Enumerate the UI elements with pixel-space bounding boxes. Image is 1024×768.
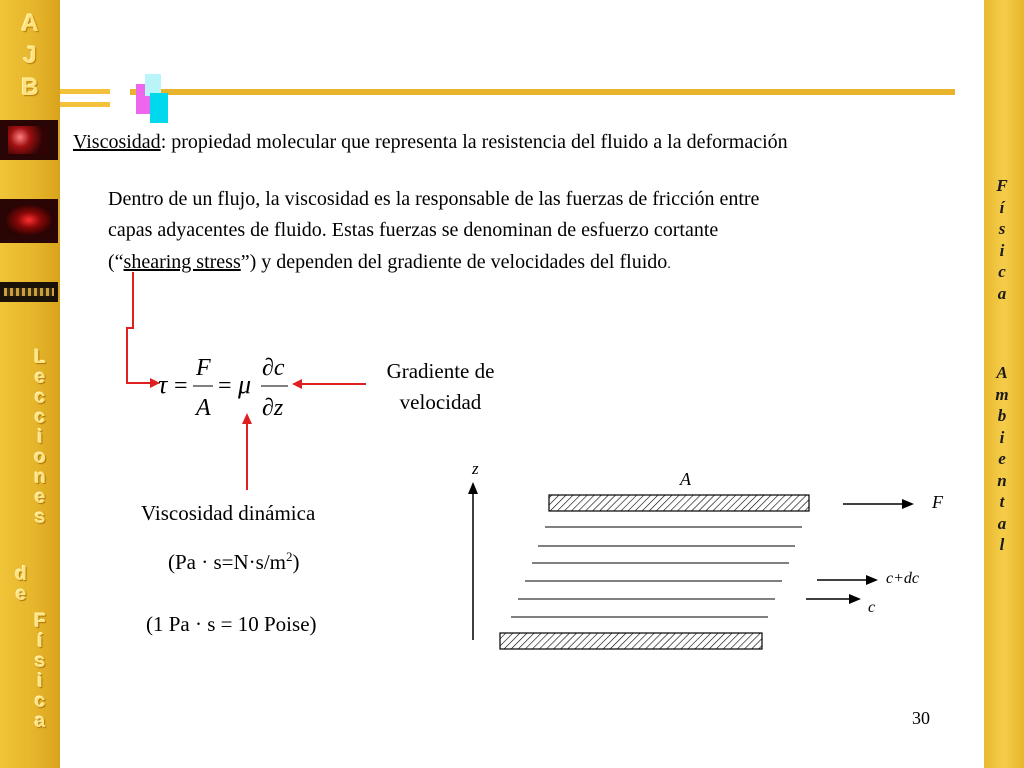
- velocity-label-c: c: [868, 599, 876, 616]
- force-arrowhead: [902, 499, 914, 509]
- page-number: 30: [912, 708, 930, 728]
- plate-area-label: A: [680, 469, 691, 489]
- bottom-plate: [500, 633, 762, 649]
- paragraph-line-3: (“shearing stress”) y dependen del gradiente de velocidades del fluido.: [108, 251, 671, 273]
- vertical-title-fisica-right: F í s i c a: [996, 176, 1008, 303]
- force-label: F: [932, 492, 943, 512]
- connector-shearing-arrow: [127, 272, 150, 383]
- velocity-arrowhead-c: [849, 594, 861, 604]
- poise-conversion: (1 Pa · s = 10 Poise): [146, 612, 317, 636]
- arrowhead-to-mu: [242, 413, 252, 424]
- logo-letter-b: B: [21, 74, 39, 101]
- velocity-arrowhead-c-dc: [866, 575, 878, 585]
- velocity-label-c-dc: c+dc: [886, 570, 919, 587]
- eq-dc: ∂c: [262, 355, 285, 381]
- vertical-title-fisica: F í s i c a: [34, 611, 46, 732]
- eq-dz: ∂z: [262, 395, 284, 421]
- eq-F: F: [196, 355, 211, 381]
- eq-tau: τ: [158, 370, 168, 399]
- logo-letter-j: J: [23, 42, 37, 69]
- gradient-label: Gradiente de velocidad: [386, 359, 495, 414]
- arrowhead-to-gradient: [292, 379, 302, 389]
- paragraph-line-2: capas adyacentes de fluido. Estas fuerzas se denominan de esfuerzo cortante: [108, 219, 719, 241]
- viscosity-units: $(Pa \cdot s=N\cdot s/m^2)$: [168, 549, 300, 574]
- vertical-title-de: d e: [15, 564, 27, 605]
- logo-letter-a: A: [21, 10, 39, 37]
- vertical-title-lecciones: L e c c i o n e s: [34, 347, 46, 528]
- viscosity-equation: [158, 355, 288, 421]
- vertical-title-ambiental: A m b i e n t a l: [995, 363, 1009, 554]
- eq-equals-1: =: [174, 373, 188, 399]
- eq-A: A: [196, 395, 211, 421]
- dynamic-viscosity-label: Viscosidad dinámica: [141, 501, 316, 525]
- z-axis-label: z: [472, 459, 479, 478]
- top-plate: [549, 495, 809, 511]
- definition-term: Viscosidad: [73, 131, 161, 153]
- eq-mu: μ: [238, 370, 252, 399]
- eq-equals-2: =: [218, 373, 232, 399]
- definition-text: : propiedad molecular que representa la resistencia del fluido a la deformación: [160, 131, 788, 153]
- paragraph-line-1: Dentro de un flujo, la viscosidad es la responsable de las fuerzas de fricción entre: [108, 188, 760, 210]
- shearing-stress-term: shearing stress: [123, 251, 241, 273]
- z-axis-arrowhead: [468, 482, 478, 494]
- flow-diagram: [468, 459, 944, 649]
